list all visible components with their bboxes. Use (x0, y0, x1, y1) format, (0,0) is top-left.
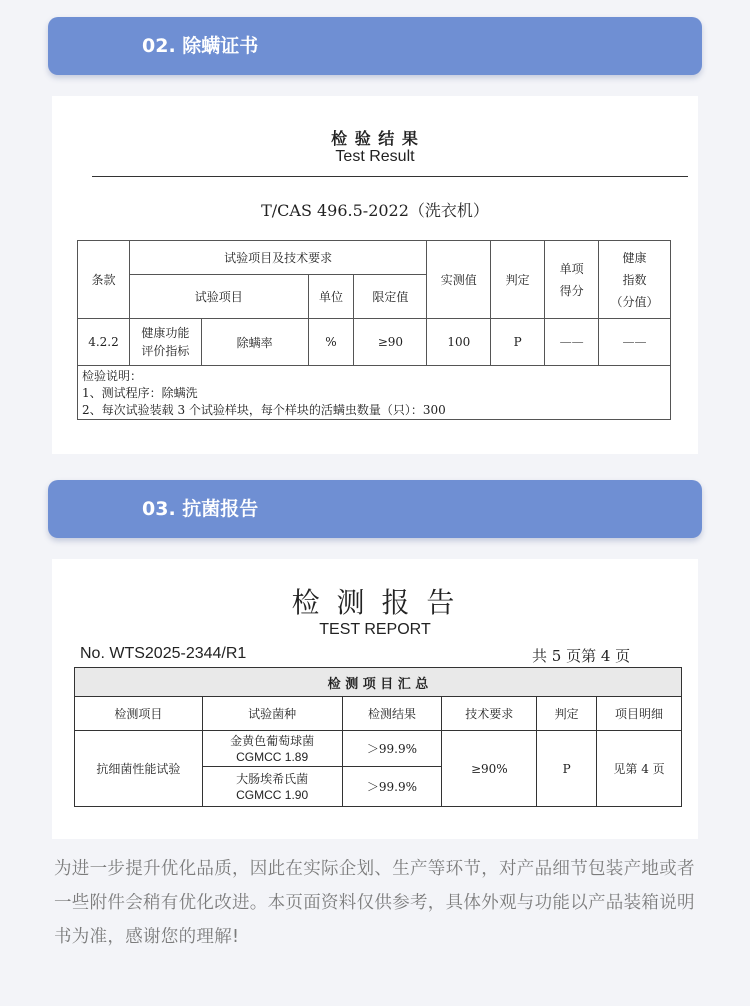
report-title-cn: 检 测 报 告 (291, 586, 459, 619)
col-header-strain: 试验菌种 (202, 697, 342, 731)
report-title-en: Test Result (335, 148, 415, 165)
note-procedure: 1、测试程序：除螨洗 (82, 386, 198, 400)
judge-header: 判定 (491, 241, 545, 319)
mite-result-table (77, 240, 671, 420)
single-score-header-line2: 得分 (559, 283, 584, 298)
col-header-result: 检测结果 (342, 697, 442, 731)
measured-value: 100 (427, 319, 491, 366)
notes-heading: 检验说明： (82, 369, 143, 383)
col-header-requirement: 技术要求 (442, 697, 537, 731)
section-header-antibacterial-report (48, 480, 702, 538)
health-index-header-line3: （分值） (610, 294, 659, 309)
single-score-header-line1: 单项 (559, 261, 584, 276)
test-item-value: 抗细菌性能试验 (75, 731, 203, 807)
page-count: 共 5 页第 4 页 (532, 647, 631, 665)
col-header-detail: 项目明细 (597, 697, 682, 731)
section-title: 02. 除螨证书 (142, 35, 259, 57)
section-header-mite-certificate (48, 17, 702, 75)
category-line2: 评价指标 (141, 344, 190, 358)
title-rule (92, 176, 688, 177)
health-index-header (599, 241, 671, 319)
limit-header: 限定值 (354, 275, 427, 319)
item-value: 除螨率 (201, 319, 308, 366)
clause-header: 条款 (78, 241, 130, 319)
strain-2-code: CGMCC 1.90 (236, 787, 309, 802)
antibacterial-result-table (74, 667, 682, 807)
unit-header: 单位 (308, 275, 354, 319)
mite-removal-certificate-card (52, 96, 698, 454)
report-title-cn: 检 验 结 果 (331, 129, 419, 148)
judge-value: P (537, 731, 597, 807)
strain-2-result: ＞99.9% (342, 767, 442, 807)
health-index-header-line1: 健康 (622, 250, 647, 265)
single-score-value: —— (545, 319, 599, 366)
report-title-en: TEST REPORT (319, 621, 431, 638)
summary-header: 检 测 项 目 汇 总 (75, 668, 682, 697)
measured-header: 实测值 (427, 241, 491, 319)
judge-value: P (491, 319, 545, 366)
item-requirement-header: 试验项目及技术要求 (129, 241, 426, 275)
strain-2 (202, 767, 342, 807)
col-header-test-item: 检测项目 (75, 697, 203, 731)
test-item-header: 试验项目 (129, 275, 308, 319)
category-line1: 健康功能 (141, 326, 190, 340)
note-sample: 2、每次试验装载 3 个试验样块，每个样块的活螨虫数量（只）：300 (82, 403, 446, 417)
strain-1-code: CGMCC 1.89 (236, 749, 309, 764)
section-title: 03. 抗菌报告 (142, 498, 259, 520)
test-notes (78, 366, 671, 420)
clause-value: 4.2.2 (78, 319, 130, 366)
strain-1-name: 金黄色葡萄球菌 (230, 733, 315, 748)
category-value (129, 319, 201, 366)
requirement-value: ≥90% (442, 731, 537, 807)
detail-value: 见第 4 页 (597, 731, 682, 807)
single-score-header (545, 241, 599, 319)
col-header-judge: 判定 (537, 697, 597, 731)
health-index-header-line2: 指数 (622, 272, 647, 287)
antibacterial-report-card (52, 559, 698, 839)
unit-value: % (308, 319, 354, 366)
strain-2-name: 大肠埃希氏菌 (236, 771, 309, 786)
strain-1-result: ＞99.9% (342, 731, 442, 767)
limit-value: ≥90 (354, 319, 427, 366)
disclaimer-text: 为进一步提升优化品质，因此在实际企划、生产等环节，对产品细节包装产地或者一些附件会稍有优化改进。本页面资料仅供参考，具体外观与功能以产品装箱说明书为准，感谢您的理解! (54, 859, 695, 947)
standard-name: T/CAS 496.5-2022（洗衣机） (261, 201, 489, 220)
report-number: No. WTS2025-2344/R1 (80, 645, 247, 662)
health-index-value: —— (599, 319, 671, 366)
strain-1 (202, 731, 342, 767)
